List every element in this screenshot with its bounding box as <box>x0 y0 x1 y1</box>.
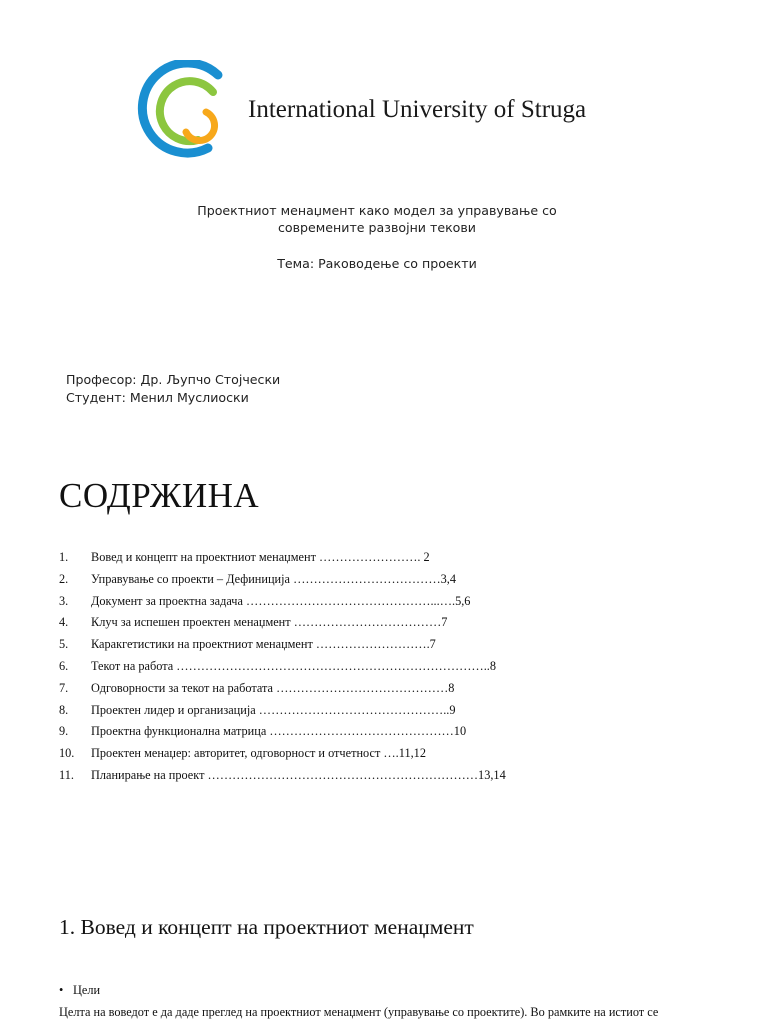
toc-item-number: 10. <box>59 746 75 761</box>
university-name: International University of Struga <box>248 96 587 123</box>
document-title <box>0 202 754 236</box>
toc-item-number: 3. <box>59 593 69 608</box>
toc-item-text: Проектен менаџер: авторитет, одговорност и отчетност ….11,12 <box>91 746 426 761</box>
table-of-contents <box>59 548 506 788</box>
document-title-line1: Проектниот менаџмент како модел за управување со <box>197 203 557 218</box>
toc-item[interactable] <box>59 744 506 766</box>
toc-item-text: Управување со проекти – Дефиниција ………………………………3,4 <box>91 571 457 586</box>
toc-item[interactable] <box>59 570 506 592</box>
toc-item-number: 5. <box>59 637 69 652</box>
toc-item[interactable] <box>59 722 506 744</box>
toc-item-number: 7. <box>59 680 69 695</box>
toc-item-text: Клуч за испешен проектен менаџмент ………………………………7 <box>91 615 448 630</box>
toc-item-number: 2. <box>59 571 69 586</box>
toc-item[interactable] <box>59 679 506 701</box>
toc-item-text: Проектен лидер и организација ………………………………………..9 <box>91 702 456 717</box>
toc-item-number: 8. <box>59 702 69 717</box>
toc-item-text: Вовед и концепт на проектниот менаџмент ……………………. 2 <box>91 550 430 564</box>
toc-item-number: 6. <box>59 658 69 673</box>
toc-item-text: Одговорности за текот на работата ……………………………………8 <box>91 680 455 695</box>
bullet-marker: • <box>59 983 64 997</box>
toc-item-text: Документ за проектна задача ………………………………………...….5,6 <box>91 593 471 608</box>
toc-item-number: 9. <box>59 724 69 739</box>
toc-item[interactable] <box>59 766 506 788</box>
toc-item[interactable] <box>59 613 506 635</box>
university-logo <box>126 60 226 160</box>
bullet-text: Цели <box>73 983 101 997</box>
document-title-line2: современите развојни текови <box>277 220 476 235</box>
toc-heading: СОДРЖИНА <box>59 476 260 515</box>
toc-item-text: Планирање на проект …………………………………………………………13,14 <box>91 767 506 782</box>
bullet-item <box>59 983 100 998</box>
toc-item-text: Каракгетистики на проектниот менаџмент ……………………….7 <box>91 637 436 652</box>
concentric-arcs-logo-icon <box>126 60 226 160</box>
professor-name: Професор: Др. Љупчо Стојчески <box>66 372 281 387</box>
toc-item[interactable] <box>59 548 506 570</box>
toc-item-text: Проектна функционална матрица ………………………………………10 <box>91 724 467 739</box>
toc-item[interactable] <box>59 592 506 614</box>
toc-item[interactable] <box>59 635 506 657</box>
document-topic: Тема: Раководење со проекти <box>277 256 477 271</box>
toc-item-number: 4. <box>59 615 69 630</box>
section-paragraph: Целта на воведот е да даде преглед на проектниот менаџмент (управување со проектите). Во рамките на истиот се <box>59 1005 659 1019</box>
section-heading: 1. Вовед и концепт на проектниот менаџмент <box>59 915 474 939</box>
toc-item-number: 11. <box>59 767 74 782</box>
toc-item[interactable] <box>59 657 506 679</box>
author-info <box>66 371 280 407</box>
student-name: Студент: Менил Муслиоски <box>66 390 249 405</box>
toc-item[interactable] <box>59 701 506 723</box>
toc-item-text: Текот на работа …………………………………………………………………..8 <box>91 658 497 673</box>
toc-item-number: 1. <box>59 550 69 564</box>
